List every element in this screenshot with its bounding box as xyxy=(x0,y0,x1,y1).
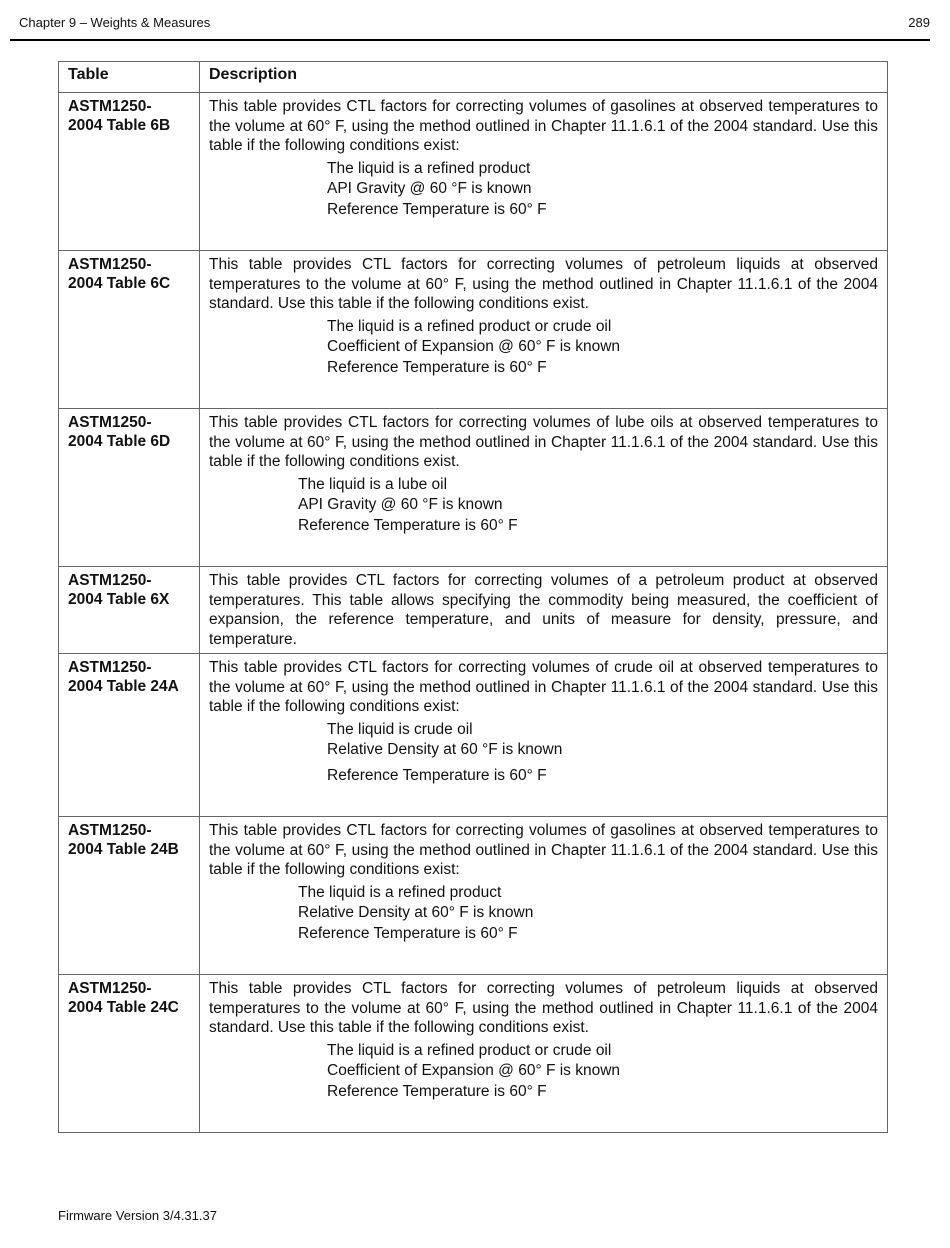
table-name-cell xyxy=(59,817,200,975)
condition-item: Reference Temperature is 60° F xyxy=(327,358,547,376)
conditions-list xyxy=(209,475,878,537)
table-name-line: 2004 Table 6X xyxy=(68,591,170,608)
table-name-line: 2004 Table 24A xyxy=(68,678,179,695)
page-number: 289 xyxy=(908,15,930,30)
table-name-line: ASTM1250- xyxy=(68,572,152,589)
table-name-cell xyxy=(59,93,200,251)
table-name-line: ASTM1250- xyxy=(68,822,152,839)
condition-item: API Gravity @ 60 °F is known xyxy=(298,496,503,513)
table-row xyxy=(59,409,888,567)
description-text: This table provides CTL factors for correcting volumes of lube oils at observed temperatures to the volume at 60° F, using the method outlined in Chapter 11.1.6.1 of the 2004 standard. Use this table if the following conditions exist. xyxy=(209,414,878,470)
conditions-list xyxy=(209,159,878,221)
condition-item: Reference Temperature is 60° F xyxy=(327,766,547,784)
description-text: This table provides CTL factors for correcting volumes of petroleum liquids at observed temperatures to the volume at 60° F, using the method outlined in Chapter 11.1.6.1 of the 2004 standard. Use this table if the following conditions exist. xyxy=(209,980,878,1036)
table-row xyxy=(59,654,888,817)
condition-item: Relative Density at 60 °F is known xyxy=(327,741,563,758)
chapter-title: Chapter 9 – Weights & Measures xyxy=(19,15,211,30)
page-header xyxy=(10,0,930,41)
description-cell xyxy=(200,975,888,1133)
table-row xyxy=(59,251,888,409)
condition-item: The liquid is a refined product or crude oil xyxy=(327,317,612,335)
description-cell xyxy=(200,251,888,409)
description-text: This table provides CTL factors for correcting volumes of gasolines at observed temperatures to the volume at 60° F, using the method outlined in Chapter 11.1.6.1 of the 2004 standard. Use this table if the following conditions exist: xyxy=(209,822,878,878)
conditions-list xyxy=(209,1041,878,1103)
condition-item: Coefficient of Expansion @ 60° F is known xyxy=(327,338,621,355)
table-name-line: ASTM1250- xyxy=(68,256,152,273)
condition-item: Reference Temperature is 60° F xyxy=(327,200,547,218)
conditions-list xyxy=(209,720,878,787)
condition-item: Reference Temperature is 60° F xyxy=(327,1082,547,1100)
description-cell xyxy=(200,409,888,567)
table-name-line: ASTM1250- xyxy=(68,414,152,431)
table-name-line: 2004 Table 6D xyxy=(68,433,171,450)
table-name-cell xyxy=(59,251,200,409)
table-name-line: 2004 Table 6B xyxy=(68,117,171,134)
table-row xyxy=(59,93,888,251)
condition-item: Relative Density at 60° F is known xyxy=(298,904,534,921)
conditions-list xyxy=(209,317,878,379)
description-text: This table provides CTL factors for correcting volumes of petroleum liquids at observed temperatures to the volume at 60° F, using the method outlined in Chapter 11.1.6.1 of the 2004 standard. Use this table if the following conditions exist. xyxy=(209,256,878,312)
table-name-line: ASTM1250- xyxy=(68,98,152,115)
description-cell xyxy=(200,654,888,817)
condition-item: The liquid is a refined product or crude oil xyxy=(327,1041,612,1059)
condition-item: The liquid is a lube oil xyxy=(298,475,448,493)
column-header-table: Table xyxy=(59,62,200,93)
condition-item: The liquid is a refined product xyxy=(327,159,531,177)
column-header-description: Description xyxy=(200,62,888,93)
table-name-line: 2004 Table 24C xyxy=(68,999,179,1016)
condition-item: Reference Temperature is 60° F xyxy=(298,924,518,942)
description-cell xyxy=(200,93,888,251)
table-row xyxy=(59,975,888,1133)
table-row xyxy=(59,817,888,975)
description-text: This table provides CTL factors for correcting volumes of crude oil at observed temperatures to the volume at 60° F, using the method outlined in Chapter 11.1.6.1 of the 2004 standard. Use this table if the following conditions exist: xyxy=(209,659,878,715)
table-name-cell xyxy=(59,654,200,817)
description-text: This table provides CTL factors for correcting volumes of gasolines at observed temperatures to the volume at 60° F, using the method outlined in Chapter 11.1.6.1 of the 2004 standard. Use this table if the following conditions exist: xyxy=(209,98,878,154)
firmware-version: Firmware Version 3/4.31.37 xyxy=(58,1208,217,1223)
description-cell xyxy=(200,567,888,654)
condition-item: The liquid is a refined product xyxy=(298,883,502,901)
table-name-cell xyxy=(59,567,200,654)
table-name-cell xyxy=(59,409,200,567)
conditions-list xyxy=(209,883,878,945)
condition-item: Reference Temperature is 60° F xyxy=(298,516,518,534)
condition-item: API Gravity @ 60 °F is known xyxy=(327,180,532,197)
ctl-tables-table xyxy=(58,61,888,1133)
description-cell xyxy=(200,817,888,975)
description-text: This table provides CTL factors for correcting volumes of a petroleum product at observed temperatures. This table allows specifying the commodity being measured, the coefficient of expansion, the reference temperature, and units of measure for density, pressure, and temperature. xyxy=(209,572,878,648)
table-name-line: ASTM1250- xyxy=(68,980,152,997)
table-name-line: ASTM1250- xyxy=(68,659,152,676)
table-name-line: 2004 Table 24B xyxy=(68,841,179,858)
table-name-cell xyxy=(59,975,200,1133)
table-header-row xyxy=(59,62,888,93)
condition-item: The liquid is crude oil xyxy=(327,720,473,738)
table-name-line: 2004 Table 6C xyxy=(68,275,171,292)
table-row xyxy=(59,567,888,654)
condition-item: Coefficient of Expansion @ 60° F is known xyxy=(327,1062,621,1079)
